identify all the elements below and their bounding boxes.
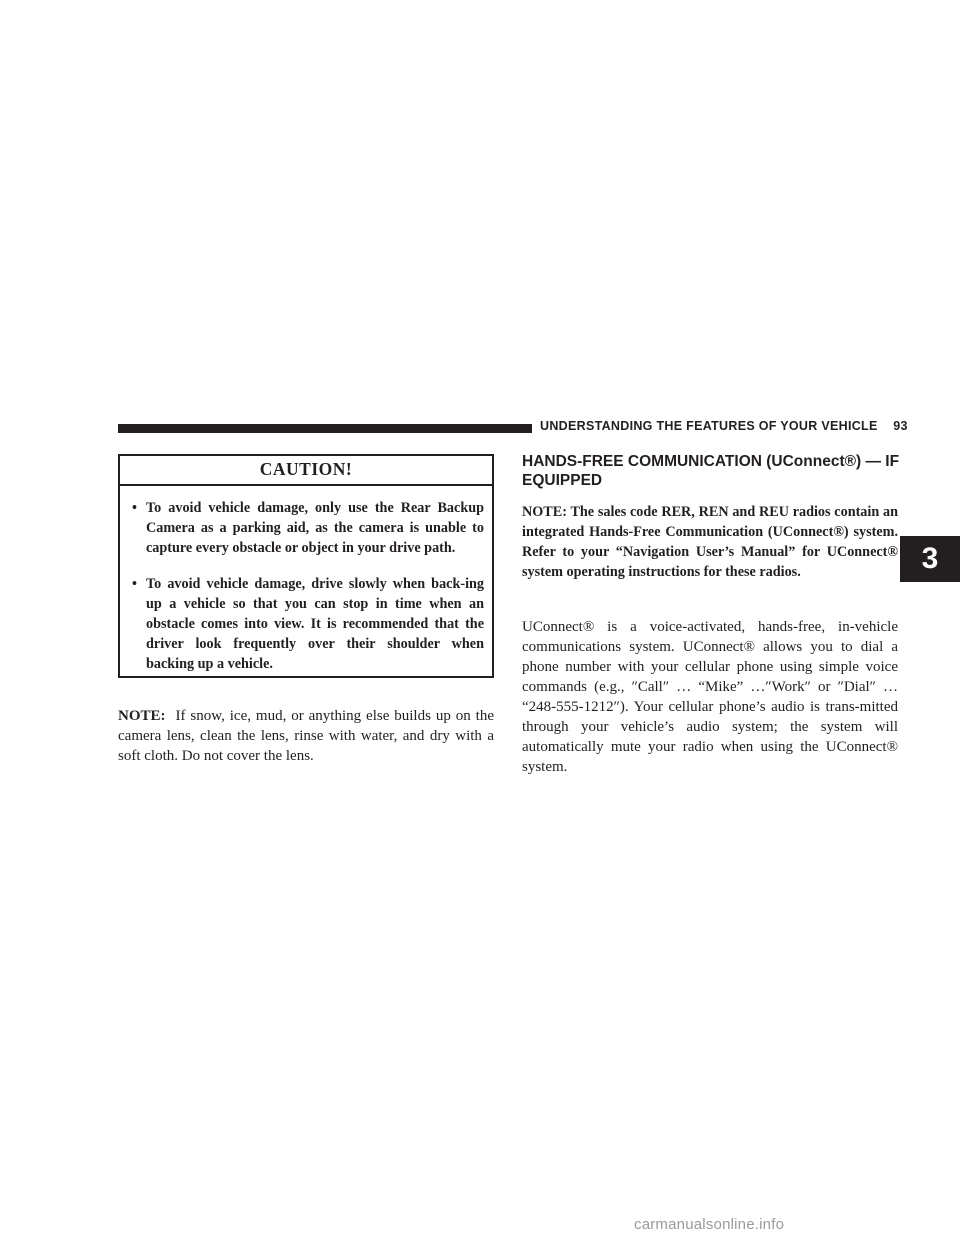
uconnect-body: UConnect® is a voice-activated, hands-free, in-vehicle communications system. UConnect® allows you to dial a phone number with your cellular phone using simple voice commands (e.g., ″Call″ … “Mike” …″Work″ or ″Dial″ … “248-555-1212″). Your cellular phone’s audio is trans-mitted through your vehicle’s audio system; the system will automatically mute your radio when using the UConnect® system. (522, 619, 898, 775)
caution-list (120, 498, 492, 674)
camera-note (118, 706, 494, 766)
footer-watermark: carmanualsonline.info (634, 1216, 785, 1233)
bullet-icon: • (132, 500, 137, 516)
header-rule (118, 424, 532, 433)
bullet-icon: • (132, 576, 137, 592)
caution-item (120, 574, 492, 674)
note-text: If snow, ice, mud, or anything else builds up on the camera lens, clean the lens, rinse with water, and dry with a soft cloth. Do not cover the lens. (118, 708, 494, 764)
uconnect-note: NOTE: The sales code RER, REN and REU radios contain an integrated Hands-Free Communication (UConnect®) system. Refer to your “Navigation User’s Manual” for UConnect® system operating instructions for these radios. (522, 504, 898, 580)
caution-item (120, 498, 492, 558)
caution-item-text: To avoid vehicle damage, drive slowly when back-ing up a vehicle so that you can stop in time when an obstacle comes into view. It is recommended that the driver look frequently over their shoulder when backing up a vehicle. (146, 576, 484, 672)
caution-item-text: To avoid vehicle damage, only use the Rear Backup Camera as a parking aid, as the camera is unable to capture every obstacle or object in your drive path. (146, 500, 484, 556)
section-title: UNDERSTANDING THE FEATURES OF YOUR VEHICLE (540, 419, 878, 433)
caution-title: CAUTION! (120, 456, 492, 486)
section-heading: HANDS-FREE COMMUNICATION (UConnect®) — IF EQUIPPED (522, 453, 900, 489)
caution-box (118, 454, 494, 678)
running-header (540, 419, 908, 433)
note-label: NOTE: (118, 708, 166, 724)
page-number: 93 (893, 419, 908, 433)
chapter-tab: 3 (900, 536, 960, 582)
